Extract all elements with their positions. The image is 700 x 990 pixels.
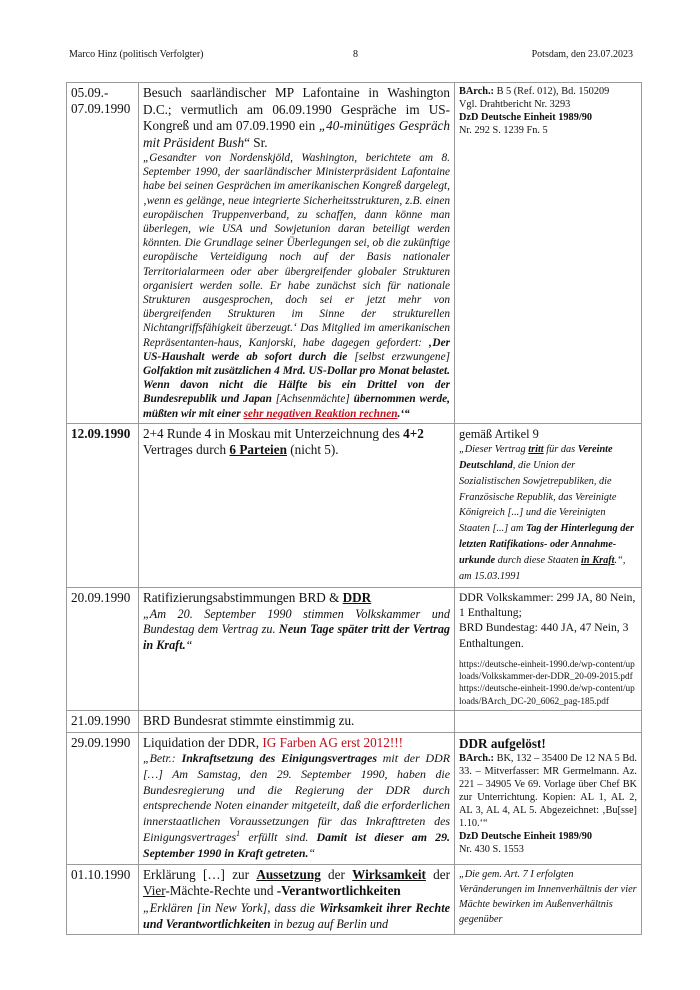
- date-cell: 12.09.1990: [67, 423, 139, 587]
- date-cell: 21.09.1990: [67, 711, 139, 733]
- highlight-link[interactable]: sehr negativen Reaktion rechnen: [243, 407, 398, 420]
- source-link[interactable]: https://deutsche-einheit-1990.de/wp-content/uploads/BArch_DC-20_6062_pag-185.pdf: [459, 684, 635, 707]
- source-cell: [455, 588, 642, 711]
- event-quote: „Am 20. September 1990 stimmen Volkskammer und Bundestag dem Vertrag zu. Neun Tage später tritt der Vertrag in Kraft.“: [143, 606, 451, 652]
- table-row: [67, 423, 642, 587]
- event-cell: [139, 732, 455, 864]
- event-cell: [139, 864, 455, 934]
- header-author: Marco Hinz (politisch Verfolgter): [69, 49, 204, 60]
- date-cell: 29.09.1990: [67, 732, 139, 864]
- date-start: 05.09.-: [71, 85, 109, 100]
- page-header: [69, 48, 633, 62]
- event-text: Erklärung […] zur Aussetzung der Wirksamkeit der Vier-Mächte-Rechte und -Verantwortlichkeiten: [143, 866, 450, 899]
- footnote-marker: 1: [236, 829, 241, 839]
- event-quote: „Erklären [in New York], dass die Wirksamkeit ihrer Rechte und Verantwortlichkeiten in bezug auf Berlin und: [143, 900, 451, 931]
- source-quote: „Dieser Vertrag tritt für das Vereinte Deutschland, die Union der Sozialistischen Sowjetrepubliken, die Französische Republik, das Vereinigte Königreich [...] und die Vereinigten Staaten [...] am Tag der Hinterlegung der letzten Ratifikations- oder Annahme-urkunde durch diese Staaten in Kraft.“, am 15.03.1991: [459, 443, 634, 583]
- event-quote: „Betr.: Inkraftsetzung des Einigungsvertrages mit der DDR […] Am Samstag, den 29. September 1990, haben die Bundesregierung und die Regierung der DDR durch entsprechende Noten einander mitgeteilt, daß die erforderlichen innerstaatlichen Voraussetzungen für das Inkrafttreten des Einigungsvertrages$^1$ erfüllt sind. Damit ist dieser am 29. September 1990 in Kraft getreten.“: [143, 751, 450, 860]
- source-cell: [455, 864, 642, 934]
- source-line: BArch.: BK, 132 – 35400 De 12 NA 5 Bd. 33. – Mitverfasser: MR Germelmann. Az. 221 – 34905 Ve 69. Vorlage über Chef BK zur Unterrichtung. Kopien: AL 1, AL 2, AL 3, AL 4, AL 5. Abgezeichnet: ‚Bu[sse] 1.10.‘“: [459, 752, 637, 829]
- date-cell: 01.10.1990: [67, 864, 139, 934]
- table-row: [67, 83, 642, 424]
- event-cell: [139, 423, 455, 587]
- date-cell: 20.09.1990: [67, 588, 139, 711]
- table-row: [67, 732, 642, 864]
- event-cell: [139, 83, 455, 424]
- chronology-table: [66, 82, 642, 935]
- source-line: Nr. 430 S. 1553: [459, 844, 524, 856]
- source-line: BArch.: B 5 (Ref. 012), Bd. 150209: [459, 86, 610, 97]
- date-end: 07.09.1990: [71, 101, 131, 116]
- table-row: [67, 588, 642, 711]
- source-line: Vgl. Drahtbericht Nr. 3293: [459, 99, 571, 111]
- source-heading: DDR aufgelöst!: [459, 735, 546, 751]
- event-text: 2+4 Runde 4 in Moskau mit Unterzeichnung des 4+2 Vertrages durch 6 Parteien (nicht 5).: [143, 425, 424, 458]
- source-line: BRD Bundestag: 440 JA, 47 Nein, 3 Enthaltungen.: [459, 621, 629, 650]
- header-page-number: 8: [353, 49, 358, 60]
- source-line: DzD Deutsche Einheit 1989/90: [459, 831, 592, 843]
- event-text: Ratifizierungsabstimmungen BRD & DDR: [143, 590, 372, 606]
- source-link[interactable]: https://deutsche-einheit-1990.de/wp-content/uploads/Volkskammer-der-DDR_20-09-2015.pdf: [459, 659, 635, 683]
- source-line: DzD Deutsche Einheit 1989/90: [459, 112, 592, 124]
- event-quote: „Gesandter von Nordenskjöld, Washington, berichtete am 8. September 1990, der saarländischer Ministerpräsident Lafontaine habe bei seinen Gesprächen im amerikanischen Kongreß dargelegt, ‚wenn es gelänge, neue integrierte Sicherheitsstrukturen, z.B. einen europäischen Truppenverband, zu schaffen, dann könne man überlegen, wie USA und Sowjetunion daran beteiligt werden könnten. Die Grundlage seiner Überlegungen sei, ob die zukünftige europäische Verteidigung noch auf der Basis nationaler Territorialarmeen oder aber übergreifender globaler Strukturen organisiert werden solle. Er habe zunächst sich für nationale Strukturen ausgesprochen, doch sei er jetzt mehr von übergreifenden Strukturen im Sinne der strukturellen Nichtangriffsfähigkeit überzeugt.‘ Das Mitglied im amerikanischen Repräsentanten-haus, Kanjorski, habe dagegen gefordert: ‚Der US-Haushalt werde ab sofort durch die [selbst erzwungene] Golfaktion mit zusätzlichen 4 Mrd. US-Dollar pro Monat belastet. Wenn davon nicht die Hälfte bis ein Drittel von der Bundesrepublik und Japan [Achsenmächte] übernommen werde, müßten wir mit einer sehr negativen Reaktion rechnen.‘“: [143, 152, 450, 420]
- table-row: [67, 864, 642, 934]
- source-quote: „Die gem. Art. 7 I erfolgten Veränderungen im Innenverhältnis der vier Mächte bewirken im Außenverhältnis gegenüber: [459, 868, 637, 926]
- event-cell: BRD Bundesrat stimmte einstimmig zu.: [139, 711, 455, 733]
- event-text: Besuch saarländischer MP Lafontaine in Washington D.C.; vermutlich am 06.09.1990 Gespräche im US-Kongreß und am 07.09.1990 ein „40-minütiges Gespräch mit Präsident Bush“ Sr.: [143, 85, 450, 150]
- header-place-date: Potsdam, den 23.07.2023: [531, 49, 633, 60]
- source-cell: [455, 711, 642, 733]
- source-line: Nr. 292 S. 1239 Fn. 5: [459, 125, 548, 137]
- event-cell: [139, 588, 455, 711]
- source-cell: [455, 732, 642, 864]
- source-cell: [455, 423, 642, 587]
- event-text: Liquidation der DDR, IG Farben AG erst 2012!!!: [143, 734, 404, 750]
- source-cell: [455, 83, 642, 424]
- source-line: DDR Volkskammer: 299 JA, 80 Nein, 1 Enthaltung;: [459, 591, 636, 620]
- alert-text: IG Farben AG erst 2012!!!: [262, 734, 404, 750]
- date-cell: [67, 83, 139, 424]
- table-row: [67, 711, 642, 733]
- source-heading: gemäß Artikel 9: [459, 426, 539, 441]
